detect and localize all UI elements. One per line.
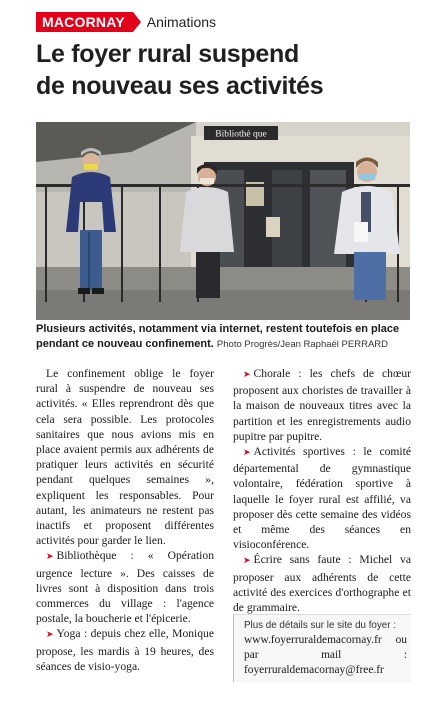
caption-text: Plusieurs activités, notamment via internet, restent toutefois en place pendant ce nouveau confinement. bbox=[36, 323, 400, 350]
arrow-icon: ➤ bbox=[46, 552, 54, 563]
photo-credit: Photo Progrès/Jean Raphaël PERRARD bbox=[216, 339, 389, 350]
arrow-icon: ➤ bbox=[46, 630, 54, 641]
info-box-contact: www.foyerruraldemacornay.fr ou par mail : foyerruraldemacornay@free.fr bbox=[244, 634, 407, 676]
section-label: Animations bbox=[146, 14, 217, 30]
article-column-1 bbox=[36, 366, 214, 674]
list-item: ➤ Activités sportives : le comité départemental de gymnastique volontaire, fédération sportive à laquelle le foyer rural est affilié, va proposer dès cette semaine des vidéos et même des séances en visioconférence. bbox=[233, 445, 411, 552]
list-item: ➤ Yoga : depuis chez elle, Monique propose, les mardis à 19 heures, des séances de visio-yoga. bbox=[36, 627, 214, 673]
arrow-icon: ➤ bbox=[243, 556, 251, 567]
list-item: ➤ Écrire sans faute : Michel va proposer aux adhérents de cette activité des exercices d'orthographe et de grammaire. bbox=[233, 553, 411, 615]
town-tag: MACORNAY bbox=[36, 12, 133, 32]
section-rubric bbox=[36, 12, 216, 32]
article-column-2 bbox=[233, 366, 411, 615]
photo-caption bbox=[36, 322, 414, 352]
headline-line-2: de nouveau ses activités bbox=[36, 72, 324, 100]
list-item: ➤ Bibliothèque : « Opération urgence lecture ». Des caisses de livres sont à disposition dans trois commerces du village : l'agence postale, la boucherie et l'épicerie. bbox=[36, 549, 214, 626]
headline-line-1: Le foyer rural suspend bbox=[36, 40, 299, 68]
list-item: ➤ Chorale : les chefs de chœur proposent aux choristes de travailler à la maison de nouveaux titres avec la partition et les enregistrements audio pupitre par pupitre. bbox=[233, 367, 411, 443]
info-box bbox=[233, 614, 411, 682]
info-box-lead: Plus de détails sur le site du foyer : bbox=[244, 620, 396, 631]
headline bbox=[36, 38, 416, 102]
library-sign-text: Bibliothè que bbox=[215, 129, 267, 140]
arrow-icon: ➤ bbox=[243, 448, 251, 459]
article-photo bbox=[36, 122, 410, 320]
article-intro: Le confinement oblige le foyer rural à suspendre de nouveau ses activités. « Elles reprendront dès que cela sera possible. Les protocoles sanitaires que nous avions mis en place avaient permis aux adhérents de pratiquer leurs activités en sécurité pendant quelques semaines », expliquent les responsables. Pour autant, les animateurs ne restent pas inactifs et proposent différentes activités pour garder le lien. bbox=[36, 367, 214, 548]
arrow-icon: ➤ bbox=[243, 370, 251, 380]
